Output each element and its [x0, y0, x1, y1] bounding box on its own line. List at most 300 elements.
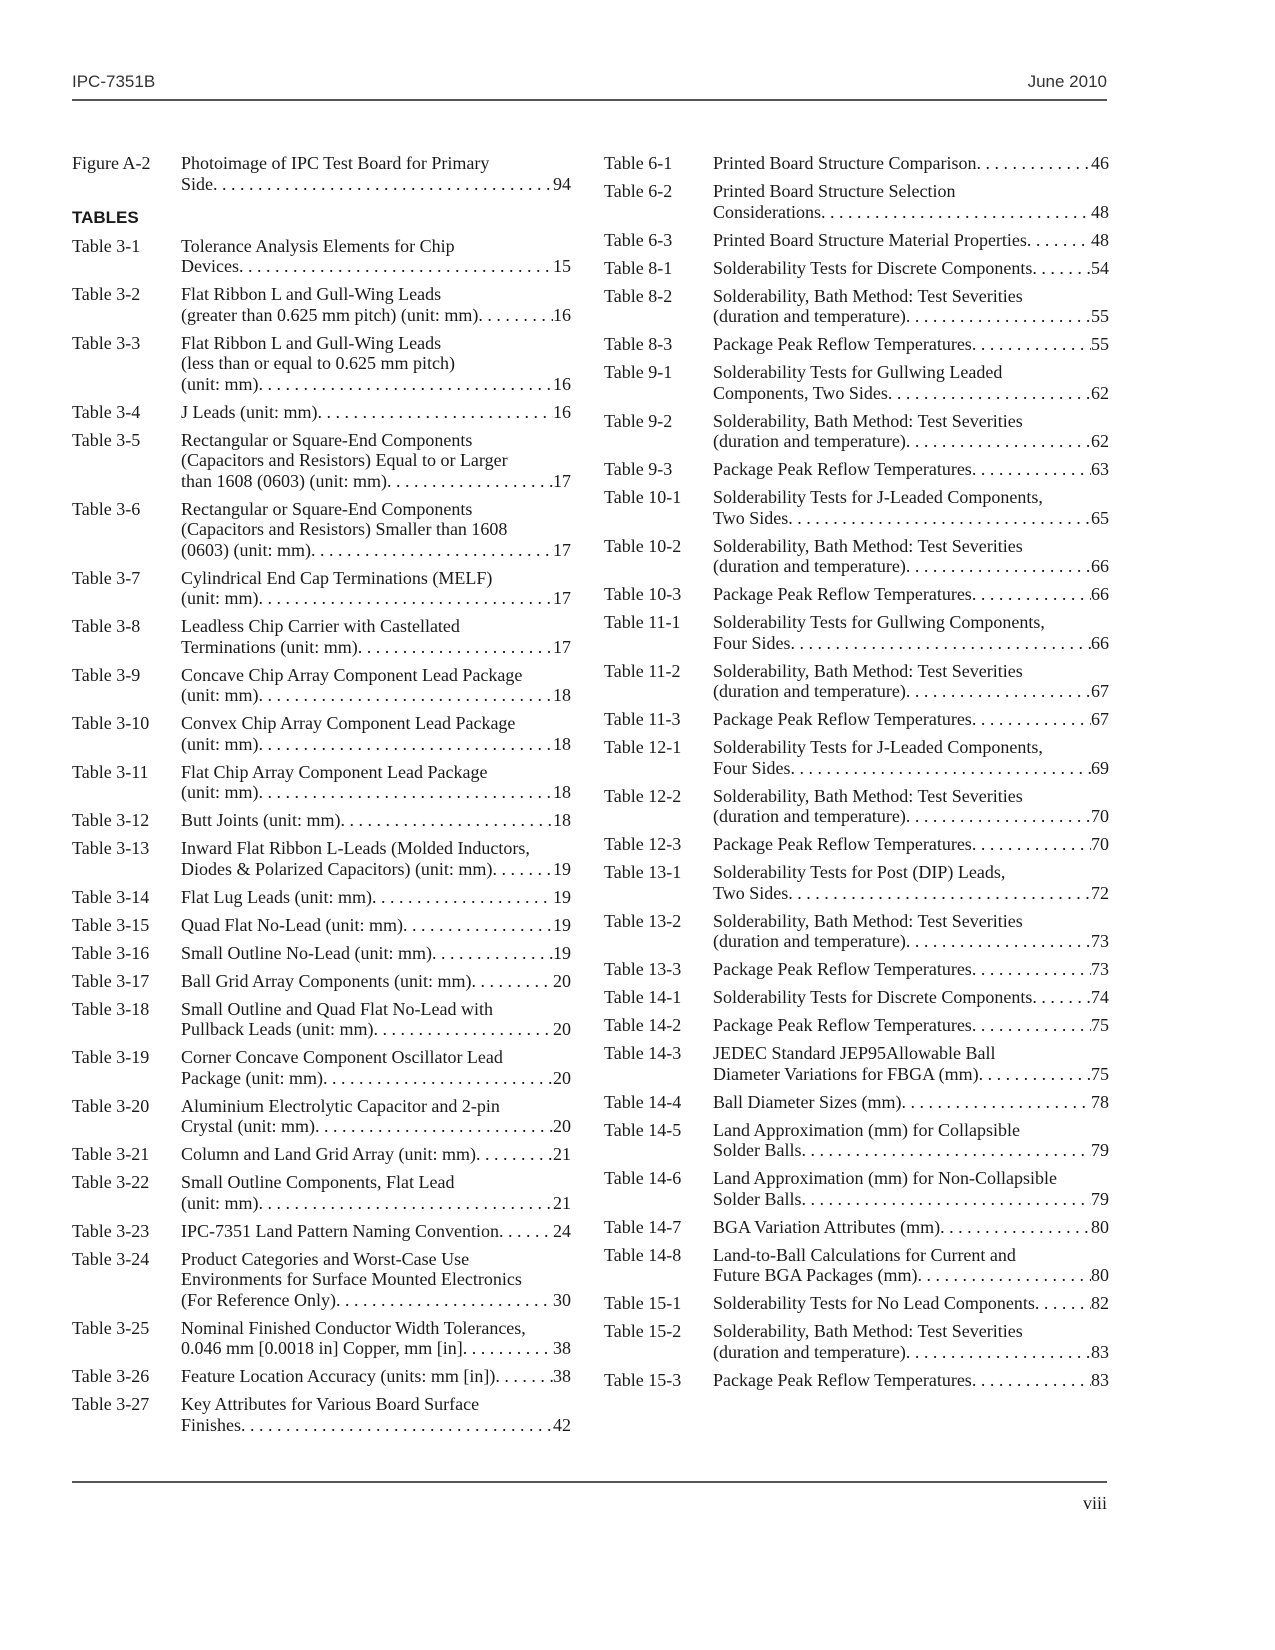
toc-entry-label: Table 3-2 [72, 284, 141, 304]
toc-entry-title [181, 402, 571, 423]
toc-entry[interactable] [72, 1366, 571, 1387]
dot-leader [791, 758, 1091, 779]
toc-entry[interactable] [604, 987, 1109, 1008]
toc-entry[interactable] [72, 971, 571, 992]
toc-entry-page-number: 83 [1091, 1341, 1109, 1362]
toc-entry[interactable] [72, 1318, 571, 1359]
toc-entry-title [181, 838, 571, 879]
toc-entry-leader-line [181, 256, 571, 277]
toc-entry-leader-line [181, 1116, 571, 1137]
toc-entry-title-line: Rectangular or Square-End Components [181, 498, 473, 519]
toc-entry-leader-line [713, 883, 1109, 904]
toc-entry[interactable] [72, 1144, 571, 1165]
toc-entry-title [181, 1221, 571, 1242]
toc-entry-title [181, 915, 571, 936]
toc-entry[interactable] [72, 713, 571, 754]
toc-entry[interactable] [604, 230, 1109, 251]
toc-entry-title [181, 236, 571, 277]
toc-entry-title [713, 1217, 1109, 1238]
toc-entry-label: Table 3-1 [72, 235, 141, 256]
toc-entry-title-line: Column and Land Grid Array (unit: mm) [181, 1144, 476, 1164]
toc-entry-title [713, 1293, 1109, 1314]
toc-entry[interactable] [72, 943, 571, 964]
dot-leader [317, 402, 553, 423]
toc-entry[interactable] [604, 487, 1109, 528]
dot-leader [972, 709, 1091, 730]
toc-entry-title-line: Side [181, 173, 214, 194]
toc-entry-title [713, 153, 1109, 174]
dot-leader [499, 1221, 553, 1242]
toc-entry-leader-line [181, 1290, 571, 1311]
toc-entry-label: Table 8-2 [604, 285, 673, 306]
toc-entry-title [713, 786, 1109, 827]
toc-right-column [604, 153, 1109, 1398]
toc-entry[interactable] [604, 911, 1109, 952]
toc-entry-title [181, 1172, 571, 1213]
toc-entry-title-line: Package Peak Reflow Temperatures [713, 709, 972, 729]
dot-leader [976, 153, 1091, 174]
toc-entry[interactable] [72, 153, 571, 194]
toc-entry[interactable] [604, 786, 1109, 827]
toc-entry-leader-line [713, 1342, 1109, 1363]
toc-entry-page-number: 48 [1091, 229, 1109, 250]
toc-entry-page-number: 21 [553, 1192, 571, 1213]
toc-entry-page-number: 69 [1091, 757, 1109, 778]
dot-leader [259, 782, 554, 803]
toc-entry-label: Table 6-3 [604, 229, 673, 250]
toc-entry-page-number: 46 [1091, 153, 1109, 173]
toc-entry-title-line: Solder Balls [713, 1188, 802, 1209]
dot-leader [802, 1189, 1092, 1210]
toc-entry-page-number: 65 [1091, 507, 1109, 528]
toc-entry-page-number: 18 [553, 782, 571, 802]
toc-entry[interactable] [72, 568, 571, 609]
toc-entry-label: Table 9-2 [604, 410, 673, 431]
toc-entry-title-line: Solderability, Bath Method: Test Severities [713, 910, 1023, 931]
toc-entry-leader-line [713, 959, 1109, 980]
toc-entry-page-number: 15 [553, 256, 571, 276]
toc-entry-title [713, 536, 1109, 577]
toc-entry[interactable] [604, 834, 1109, 855]
toc-entry[interactable] [72, 333, 571, 395]
toc-entry-title-line: (unit: mm) [181, 733, 259, 754]
toc-entry[interactable] [604, 459, 1109, 480]
toc-entry-label: Table 3-27 [72, 1394, 150, 1414]
toc-entry-leader-line [713, 306, 1109, 327]
toc-entry-leader-line [713, 230, 1109, 251]
toc-entry-title-line: Flat Ribbon L and Gull-Wing Leads [181, 284, 442, 304]
toc-entry[interactable] [604, 181, 1109, 222]
toc-entry[interactable] [72, 762, 571, 803]
toc-entry-leader-line [181, 1366, 571, 1387]
toc-entry-title-line: Solderability, Bath Method: Test Severities [713, 660, 1023, 681]
toc-entry-label: Table 14-4 [604, 1091, 682, 1112]
dot-leader [821, 202, 1091, 223]
toc-entry-page-number: 94 [553, 173, 571, 194]
toc-entry-title [713, 334, 1109, 355]
footer-rule [72, 1481, 1107, 1483]
toc-entry-label: Table 6-1 [604, 153, 673, 173]
dot-leader [213, 174, 553, 195]
toc-entry[interactable] [604, 1293, 1109, 1314]
toc-entry-leader-line [181, 1221, 571, 1242]
toc-entry-title-line: Solderability Tests for J-Leaded Components, [713, 737, 1043, 757]
dot-leader [403, 915, 553, 936]
dot-leader [471, 971, 553, 992]
toc-entry[interactable] [604, 536, 1109, 577]
toc-entry-title-line: Solderability, Bath Method: Test Severities [713, 785, 1023, 806]
toc-entry-title [713, 1321, 1109, 1362]
toc-entry-leader-line [181, 1193, 571, 1214]
toc-entry-page-number: 73 [1091, 959, 1109, 979]
toc-entry[interactable] [604, 286, 1109, 327]
toc-entry-leader-line [713, 1370, 1109, 1391]
dot-leader [492, 859, 553, 880]
toc-entry-page-number: 20 [553, 1067, 571, 1088]
toc-entry-page-number: 18 [553, 733, 571, 754]
toc-entry-label: Table 9-1 [604, 362, 673, 382]
dot-leader [241, 1415, 553, 1436]
toc-entry-title-line: Small Outline and Quad Flat No-Lead with [181, 998, 493, 1019]
toc-entry-title [181, 333, 571, 395]
toc-entry[interactable] [72, 1096, 571, 1137]
toc-entry[interactable] [72, 810, 571, 831]
toc-entry-page-number: 70 [1091, 834, 1109, 854]
toc-entry-label: Table 3-16 [72, 942, 150, 963]
toc-entry-title-line: Two Sides [713, 507, 789, 528]
toc-entry-leader-line [181, 685, 571, 706]
toc-entry-title [181, 887, 571, 908]
toc-entry-page-number: 55 [1091, 334, 1109, 354]
toc-entry[interactable] [72, 915, 571, 936]
toc-entry-title [181, 616, 571, 657]
toc-entry-title-line: Crystal (unit: mm) [181, 1116, 315, 1136]
toc-entry-title-line: Package (unit: mm) [181, 1067, 323, 1088]
toc-entry-page-number: 19 [553, 886, 571, 907]
toc-entry[interactable] [72, 616, 571, 657]
toc-entry-page-number: 17 [553, 588, 571, 608]
toc-entry-page-number: 70 [1091, 806, 1109, 826]
toc-entry-page-number: 55 [1091, 306, 1109, 326]
toc-entry[interactable] [72, 1047, 571, 1088]
toc-entry-title-line: Leadless Chip Carrier with Castellated [181, 616, 460, 636]
toc-entry-title [181, 971, 571, 992]
toc-entry-title-line: (duration and temperature) [713, 306, 906, 326]
toc-entry-leader-line [181, 810, 571, 831]
toc-entry[interactable] [604, 1370, 1109, 1391]
toc-entry-leader-line [713, 1015, 1109, 1036]
toc-entry-page-number: 78 [1091, 1091, 1109, 1112]
toc-entry-title [181, 1366, 571, 1387]
toc-entry-title-line: Diodes & Polarized Capacitors) (unit: mm) [181, 858, 493, 879]
toc-entry-title [713, 709, 1109, 730]
toc-entry-leader-line [713, 1265, 1109, 1286]
toc-entry-title-line: Aluminium Electrolytic Capacitor and 2-pin [181, 1095, 500, 1116]
toc-entry-label: Table 12-2 [604, 785, 682, 806]
toc-entry-title [713, 181, 1109, 222]
toc-entry-leader-line [713, 459, 1109, 480]
dot-leader [323, 1068, 553, 1089]
toc-entry-page-number: 16 [553, 373, 571, 394]
toc-entry-label: Table 3-25 [72, 1317, 150, 1338]
dot-leader [1035, 1293, 1091, 1314]
toc-entry-label: Table 14-7 [604, 1216, 682, 1237]
toc-entry-page-number: 16 [553, 304, 571, 325]
toc-entry[interactable] [604, 1321, 1109, 1362]
toc-entry-title [181, 762, 571, 803]
toc-entry-leader-line [181, 174, 571, 195]
toc-entry-title [713, 661, 1109, 702]
toc-entry-label: Table 3-6 [72, 498, 141, 519]
toc-entry[interactable] [604, 959, 1109, 980]
dot-leader [917, 1265, 1091, 1286]
toc-entry-page-number: 63 [1091, 459, 1109, 479]
toc-entry-title-line: Diameter Variations for FBGA (mm) [713, 1063, 979, 1084]
toc-entry-page-number: 17 [553, 539, 571, 560]
dot-leader [259, 374, 554, 395]
toc-entry-title-line: J Leads (unit: mm) [181, 401, 318, 422]
toc-entry-title-line: Ball Grid Array Components (unit: mm) [181, 970, 472, 991]
toc-entry-title-line: (Capacitors and Resistors) Smaller than 1608 [181, 519, 508, 539]
toc-entry-leader-line [181, 971, 571, 992]
toc-entry[interactable] [604, 584, 1109, 605]
toc-entry-label: Table 10-3 [604, 584, 682, 604]
toc-entry-title-line: (duration and temperature) [713, 556, 906, 576]
toc-entry-leader-line [713, 202, 1109, 223]
dot-leader [315, 1116, 553, 1137]
toc-entry-title-line: Two Sides [713, 882, 789, 903]
dot-leader [901, 1092, 1091, 1113]
toc-entry-title-line: Convex Chip Array Component Lead Package [181, 713, 516, 733]
toc-entry-title-line: Land-to-Ball Calculations for Current and [713, 1244, 1016, 1265]
toc-entry-label: Table 14-2 [604, 1015, 682, 1035]
toc-entry[interactable] [604, 612, 1109, 653]
toc-entry-title [181, 430, 571, 492]
toc-entry-label: Table 15-3 [604, 1369, 682, 1390]
toc-entry[interactable] [72, 999, 571, 1040]
toc-left-column [72, 153, 571, 1443]
toc-entry-title [181, 1144, 571, 1165]
page-number: viii [1082, 1493, 1107, 1513]
toc-entry-label: Table 3-19 [72, 1047, 150, 1067]
toc-entry-label: Table 3-24 [72, 1248, 150, 1269]
toc-entry-title-line: (unit: mm) [181, 782, 259, 802]
toc-entry[interactable] [604, 862, 1109, 903]
dot-leader [906, 431, 1091, 452]
toc-entry-title [181, 943, 571, 964]
toc-entry[interactable] [72, 284, 571, 325]
toc-entry-title-line: (duration and temperature) [713, 931, 906, 951]
toc-entry-title-line: Small Outline Components, Flat Lead [181, 1172, 455, 1192]
toc-entry-page-number: 62 [1091, 382, 1109, 403]
toc-entry-page-number: 19 [553, 914, 571, 935]
dot-leader [311, 540, 553, 561]
toc-entry-title [713, 1092, 1109, 1113]
toc-entry-page-number: 48 [1091, 201, 1109, 222]
dot-leader [802, 1140, 1092, 1161]
toc-entry-title-line: (unit: mm) [181, 588, 259, 608]
toc-entry-page-number: 72 [1091, 882, 1109, 903]
toc-entry[interactable] [72, 1394, 571, 1435]
dot-leader [940, 1217, 1091, 1238]
toc-entry-page-number: 17 [553, 636, 571, 657]
toc-entry[interactable] [72, 499, 571, 561]
toc-entry-leader-line [713, 334, 1109, 355]
toc-entry[interactable] [604, 362, 1109, 403]
toc-entry-page-number: 16 [553, 401, 571, 422]
toc-entry[interactable] [604, 334, 1109, 355]
dot-leader [788, 883, 1091, 904]
dot-leader [495, 1366, 553, 1387]
toc-entry-label: Table 3-13 [72, 838, 150, 858]
toc-entry-title-line: (duration and temperature) [713, 806, 906, 826]
toc-entry-label: Table 13-3 [604, 959, 682, 979]
toc-entry-label: Table 3-26 [72, 1366, 150, 1386]
dot-leader [972, 1370, 1091, 1391]
toc-entry[interactable] [72, 402, 571, 423]
toc-entry-title-line: Solderability, Bath Method: Test Severities [713, 410, 1023, 431]
dot-leader [341, 810, 553, 831]
dot-leader [788, 508, 1091, 529]
toc-entry[interactable] [72, 1172, 571, 1213]
toc-entry-leader-line [181, 588, 571, 609]
toc-entry-title [713, 1015, 1109, 1036]
toc-entry-title [713, 1120, 1109, 1161]
toc-entry-title-line: Printed Board Structure Material Properties [713, 229, 1027, 250]
toc-entry-title-line: Solderability, Bath Method: Test Severities [713, 1321, 1023, 1341]
toc-entry-title [713, 1043, 1109, 1084]
toc-entry-title [713, 1245, 1109, 1286]
toc-entry-leader-line [181, 887, 571, 908]
toc-entry[interactable] [72, 887, 571, 908]
toc-entry-title-line: Flat Ribbon L and Gull-Wing Leads [181, 332, 442, 353]
toc-entry[interactable] [604, 709, 1109, 730]
toc-entry-label: Table 3-11 [72, 761, 149, 782]
toc-entry[interactable] [72, 236, 571, 277]
toc-entry[interactable] [604, 737, 1109, 778]
toc-entry-title [713, 286, 1109, 327]
toc-entry-title [713, 230, 1109, 251]
toc-table-entries [604, 153, 1109, 1390]
toc-entry[interactable] [604, 661, 1109, 702]
toc-entry-page-number: 75 [1091, 1015, 1109, 1035]
toc-entry-page-number: 19 [553, 858, 571, 879]
toc-entry[interactable] [72, 1249, 571, 1311]
toc-entry-label: Table 12-1 [604, 737, 682, 757]
toc-entry[interactable] [604, 1092, 1109, 1113]
toc-entry-page-number: 20 [553, 1019, 571, 1039]
toc-entry[interactable] [72, 1221, 571, 1242]
toc-entry[interactable] [604, 1015, 1109, 1036]
toc-entry-title-line: Key Attributes for Various Board Surface [181, 1394, 480, 1414]
toc-entry-title-line: Package Peak Reflow Temperatures [713, 334, 972, 354]
toc-entry-title-line: Package Peak Reflow Temperatures [713, 834, 972, 854]
toc-entry-leader-line [181, 1068, 571, 1089]
toc-entry-label: Figure A-2 [72, 153, 151, 173]
dot-leader [972, 834, 1091, 855]
toc-entry-page-number: 18 [553, 685, 571, 705]
toc-entry-page-number: 82 [1091, 1293, 1109, 1313]
toc-entry-title-line: Solderability Tests for Gullwing Components, [713, 612, 1045, 632]
toc-entry[interactable] [604, 258, 1109, 279]
toc-entry-title-line: (Capacitors and Resistors) Equal to or Larger [181, 450, 508, 470]
toc-entry-page-number: 67 [1091, 709, 1109, 729]
toc-entry-leader-line [181, 859, 571, 880]
toc-entry-title-line: (duration and temperature) [713, 1341, 906, 1362]
header-date: June 2010 [1027, 72, 1107, 91]
dot-leader [906, 931, 1091, 952]
toc-entry-page-number: 62 [1091, 431, 1109, 451]
toc-entry[interactable] [604, 1168, 1109, 1209]
toc-entry-title-line: Environments for Surface Mounted Electronics [181, 1269, 522, 1289]
toc-entry[interactable] [604, 153, 1109, 174]
toc-entry-title-line: than 1608 (0603) (unit: mm) [181, 470, 387, 491]
toc-entry[interactable] [604, 411, 1109, 452]
toc-entry-title-line: BGA Variation Attributes (mm) [713, 1216, 941, 1237]
toc-entry-title [181, 499, 571, 561]
toc-entry-label: Table 15-1 [604, 1293, 682, 1313]
section-title-tables: TABLES [72, 208, 139, 227]
toc-entry[interactable] [72, 838, 571, 879]
toc-entry-label: Table 3-23 [72, 1220, 150, 1241]
toc-entry-title-line: Components, Two Sides [713, 382, 888, 403]
toc-entry-title [713, 737, 1109, 778]
toc-entry-page-number: 21 [553, 1144, 571, 1164]
toc-entry-leader-line [713, 431, 1109, 452]
dot-leader [972, 1015, 1091, 1036]
toc-entry-title-line: Solderability Tests for Discrete Components [713, 987, 1033, 1007]
dot-leader [906, 1342, 1091, 1363]
toc-entry-title-line: Solderability, Bath Method: Test Severities [713, 535, 1023, 556]
toc-entry-leader-line [713, 709, 1109, 730]
toc-entry-leader-line [713, 508, 1109, 529]
toc-entry-title-line: (duration and temperature) [713, 681, 906, 701]
toc-entry-label: Table 3-17 [72, 970, 150, 991]
toc-entry[interactable] [604, 1245, 1109, 1286]
toc-entry[interactable] [72, 430, 571, 492]
toc-entry-title [181, 1249, 571, 1311]
toc-entry-title [713, 612, 1109, 653]
dot-leader [358, 637, 553, 658]
toc-entry-title-line: Solderability Tests for Post (DIP) Leads, [713, 862, 1006, 882]
toc-entry[interactable] [604, 1043, 1109, 1084]
toc-entry-title-line: (For Reference Only) [181, 1289, 336, 1310]
dot-leader [476, 1144, 553, 1165]
toc-entry-label: Table 14-6 [604, 1168, 682, 1188]
toc-entry-leader-line [713, 584, 1109, 605]
toc-entry-page-number: 80 [1091, 1216, 1109, 1237]
toc-entry-title-line: Considerations [713, 201, 821, 222]
toc-entry[interactable] [72, 665, 571, 706]
dot-leader [1027, 230, 1091, 251]
toc-entry-leader-line [713, 383, 1109, 404]
toc-entry-label: Table 3-7 [72, 567, 141, 588]
toc-entry-title-line: Package Peak Reflow Temperatures [713, 1015, 972, 1035]
toc-entry-title [713, 1370, 1109, 1391]
toc-entry-label: Table 12-3 [604, 834, 682, 854]
toc-entry[interactable] [604, 1217, 1109, 1238]
toc-entry-title-line: Package Peak Reflow Temperatures [713, 459, 972, 479]
toc-entry-title [713, 1168, 1109, 1209]
toc-entry-title-line: (duration and temperature) [713, 431, 906, 451]
dot-leader [259, 588, 554, 609]
toc-entry[interactable] [604, 1120, 1109, 1161]
toc-entry-title-line: Future BGA Packages (mm) [713, 1265, 918, 1285]
toc-entry-title-line: Inward Flat Ribbon L-Leads (Molded Inductors, [181, 838, 530, 858]
toc-entry-title-line: Flat Chip Array Component Lead Package [181, 761, 488, 782]
toc-entry-title-line: Butt Joints (unit: mm) [181, 810, 341, 830]
toc-entry-title-line: Printed Board Structure Selection [713, 181, 956, 201]
